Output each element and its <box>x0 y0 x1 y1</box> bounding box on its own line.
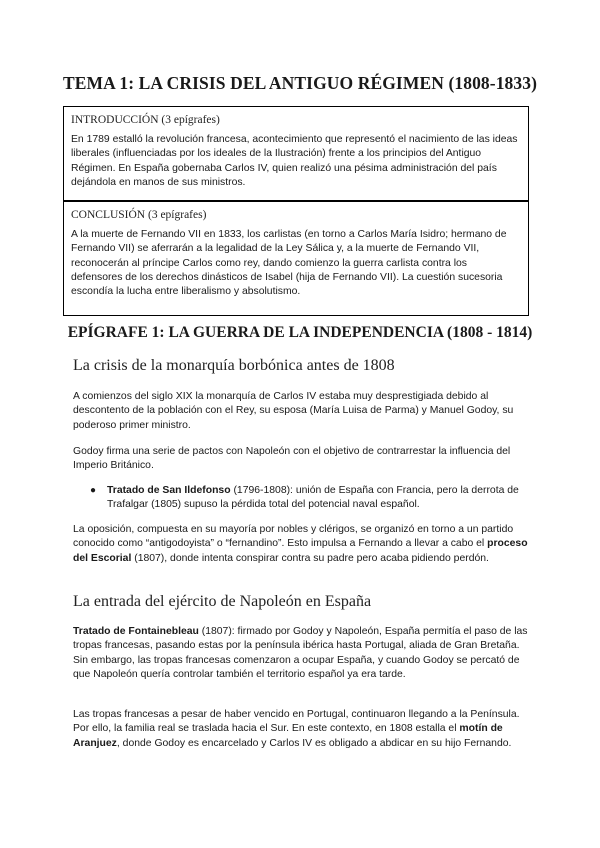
conclusion-box <box>63 201 529 316</box>
paragraph-entrada-2-a: Las tropas francesas a pesar de haber vencido en Portugal, continuaron llegando a la Península. Por ello, la familia real se traslada hacia el Sur. En este contexto, en 1808 estalla el <box>73 709 520 735</box>
introduction-heading: INTRODUCCIÓN (3 epígrafes) <box>71 114 220 126</box>
paragraph-entrada-2 <box>73 708 535 751</box>
document-title: TEMA 1: LA CRISIS DEL ANTIGUO RÉGIMEN (1808-1833) <box>62 73 538 93</box>
epigrafe-heading: EPÍGRAFE 1: LA GUERRA DE LA INDEPENDENCIA (1808 - 1814) <box>67 324 533 341</box>
bullet-marker: ● <box>90 485 97 496</box>
section-heading-entrada: La entrada del ejército de Napoleón en España <box>73 593 372 610</box>
section-heading-crisis: La crisis de la monarquía borbónica antes de 1808 <box>73 357 395 374</box>
paragraph-entrada-1-rest: (1807): firmado por Godoy y Napoleón, España permitía el paso de las tropas francesas, pasando estas por la península ibérica hasta Portugal, aliada de Gran Bretaña. Sin embargo, las tropas francesas comenzaron a ocupar España, y cuando Godoy se percató de que Napoleón quería controlar también el territorio español ya era tarde. <box>73 626 528 680</box>
introduction-box <box>63 106 529 201</box>
conclusion-heading: CONCLUSIÓN (3 epígrafes) <box>71 209 207 221</box>
paragraph-entrada-2-b: , donde Godoy es encarcelado y Carlos IV es obligado a abdicar en su hijo Fernando. <box>116 737 512 749</box>
introduction-text: En 1789 estalló la revolución francesa, acontecimiento que representó el nacimiento de las ideas liberales (influenciadas por los ideales de la Ilustración) frente a los principios del Antiguo Régimen. En España gobernaba Carlos IV, quien realizó una pésima administración del país dejándola en manos de sus ministros. <box>71 134 518 188</box>
paragraph-crisis-1: A comienzos del siglo XIX la monarquía de Carlos IV estaba muy desprestigiada debido al descontento de la población con el Rey, su esposa (María Luisa de Parma) y Manuel Godoy, su poderoso primer ministro. <box>73 391 514 431</box>
paragraph-crisis-3-b: (1807), donde intenta conspirar contra su padre pero acaba pidiendo perdón. <box>131 552 489 564</box>
paragraph-crisis-3-bold: proceso del Escorial <box>73 538 528 564</box>
paragraph-entrada-2-bold: motín de Aranjuez <box>73 723 503 749</box>
bullet-rest: (1796-1808): unión de España con Francia, pero la derrota de Trafalgar (1805) supuso la pérdida total del potencial naval español. <box>107 485 519 511</box>
paragraph-entrada-1 <box>73 625 535 682</box>
paragraph-crisis-3 <box>73 523 535 566</box>
conclusion-text: A la muerte de Fernando VII en 1833, los carlistas (en torno a Carlos María Isidro; hermano de Fernando VII) se aferrarán a la legalidad de la Ley Sálica y, a la muerte de Fernando VII, reconocerán al príncipe Carlos como rey, dando comienzo la guerra carlista contra los defensores de los derechos dinásticos de Isabel (hija de Fernando VII). La cuestión sucesoria escondía la lucha entre liberalismo y absolutismo. <box>71 229 507 298</box>
paragraph-crisis-2: Godoy firma una serie de pactos con Napoleón con el objetivo de contrarrestar la influencia del Imperio Británico. <box>73 446 511 472</box>
paragraph-entrada-1-bold: Tratado de Fontainebleau <box>73 626 199 637</box>
bullet-bold: Tratado de San Ildefonso <box>107 485 231 496</box>
bullet-item-san-ildefonso <box>107 484 537 513</box>
paragraph-crisis-3-a: La oposición, compuesta en su mayoría por nobles y clérigos, se organizó en torno a un partido conocido como “antigodoyista” o “fernandino”. Esto impulsa a Fernando a llevar a cabo el <box>73 524 514 550</box>
